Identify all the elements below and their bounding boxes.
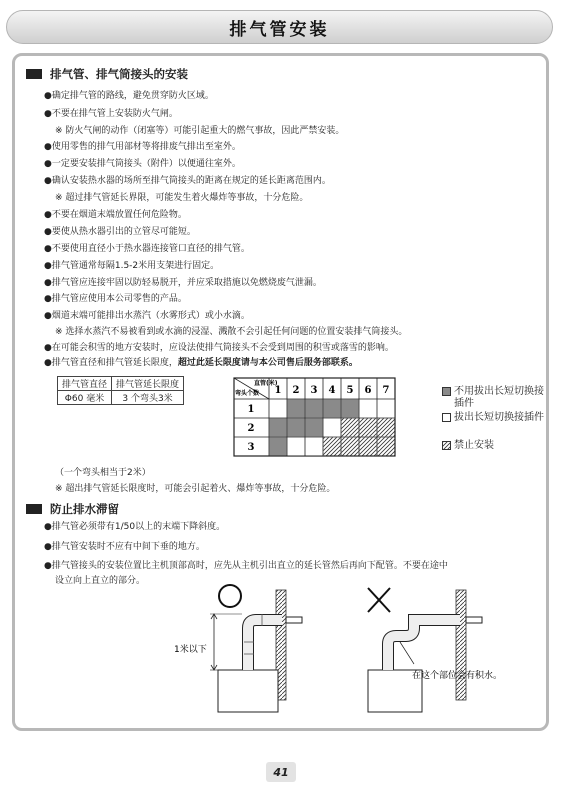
note-line: ※ 防火气闸的动作（闭塞等）可能引起重大的燃气事故，因此严禁安装。 [55,126,345,136]
grid-cell [270,400,287,418]
bullet-line: ●使用零售的排气用部材等将排废气排出至室外。 [44,142,241,152]
grid-col-label: 2 [292,385,300,396]
table-header: 排气管延长限度 [112,377,184,391]
bullet-line: ●在可能会积雪的地方安装时，应设法使排气筒接头不会受到周围的积雪或落雪的影响。 [44,343,394,353]
grid-cell [324,419,341,437]
bullet-line: ●排气管通常每隔1.5-2米用支架进行固定。 [44,261,220,271]
grid-cell [306,400,323,418]
heading-marker [26,69,42,79]
bullet-line: ●不要在排气管上安装防火气闸。 [44,109,178,119]
wall [456,590,466,700]
warning-note: ※ 超出排气管延长限度时，可能会引起着火、爆炸等事故，十分危险。 [55,484,336,494]
bullet-line: ●要使从热水器引出的立管尽可能短。 [44,227,196,237]
grid-cell [270,419,287,437]
table-cell: Φ60 毫米 [58,391,112,405]
bullet-line: ●烟道末端可能排出水蒸汽（水雾形式）或小水滴。 [44,311,250,321]
extension-grid [233,377,411,462]
grid-cell [288,419,305,437]
grid-col-label: 1 [274,385,282,396]
heading-marker [26,504,42,514]
note-line: ※ 超过排气管延长界限，可能发生着火爆炸等事故，十分危险。 [55,193,309,203]
limit-line: ●排气管直径和排气管延长限度，超过此延长限度请与本公司售后服务部联系。 [44,358,358,368]
grid-header-top: 直管(米) [254,380,278,387]
drain-line: ●排气管安装时不应有中间下垂的地方。 [44,542,205,552]
legend-hatch: 禁止安装 [442,440,494,452]
elbow-note: （一个弯头相当于2米） [55,468,151,478]
section-heading-exhaust: 排气管、排气筒接头的安装 [26,66,188,82]
grid-cell [360,438,377,456]
grid-cell [342,438,359,456]
grid-col-label: 4 [328,385,336,396]
limit-table [57,376,184,405]
grid-cell [360,400,377,418]
bullet-line: ●一定要安装排气筒接头（附件）以便通往室外。 [44,159,241,169]
legend-gray: 不用拔出长短切换接插件 [442,386,549,410]
grid-cell [288,400,305,418]
table-header: 排气管直径 [58,377,112,391]
grid-col-label: 3 [310,385,318,396]
circle-ok-icon [219,585,241,607]
bullet-line: ●确认安装热水器的场所至排气筒接头的距离在规定的延长距离范围内。 [44,176,331,186]
heater-unit [218,670,278,712]
page-number: 41 [266,762,296,782]
grid-cell [342,400,359,418]
grid-cell [324,400,341,418]
section-heading-drain: 防止排水滞留 [26,501,119,517]
hatch-square-icon [442,441,451,450]
drain-line: 设立向上直立的部分。 [55,576,146,586]
gray-square-icon [442,387,451,396]
note-line: ※ 选择水蒸汽不易被看到或水滴的浸湿、溅散不会引起任何问题的位置安装排气筒接头。 [55,327,408,337]
grid-cell [324,438,341,456]
wrong-install-diagram [360,582,510,717]
bullet-line: ●排气管应连接牢固以防轻易脱开，并应采取措施以免燃烧废气泄漏。 [44,278,322,288]
grid-col-label: 7 [382,385,390,396]
grid-cell [270,438,287,456]
bullet-line: ●不要在烟道末端放置任何危险物。 [44,210,187,220]
grid-cell [288,438,305,456]
grid-row-label: 1 [247,404,255,415]
grid-cell [306,419,323,437]
page-title: 排气管安装 [229,19,330,40]
height-label: 1米以下 [174,645,207,655]
grid-row-label: 2 [247,423,255,434]
correct-install-diagram [170,582,320,717]
white-square-icon [442,413,451,422]
grid-cell [378,400,395,418]
grid-col-label: 5 [346,385,354,396]
drain-line: ●排气管接头的安装位置比主机顶部高时，应先从主机引出直立的延长管然后再向下配管。不要在途中 [44,561,448,571]
bullet-line: ●不要使用直径小于热水器连接管口直径的排气管。 [44,244,250,254]
cross-ng-icon [368,588,390,612]
table-cell: 3 个弯头3米 [112,391,184,405]
title-bar [6,10,553,44]
grid-cell [378,419,395,437]
grid-header-left: 弯头个数 [235,390,260,397]
bullet-line: ●排气管应使用本公司零售的产品。 [44,294,187,304]
legend-white: 拔出长短切换接插件 [442,412,549,424]
grid-cell [378,438,395,456]
bullet-line: ●确定排气管的路线，避免贯穿防火区域。 [44,91,214,101]
drain-line: ●排气管必须带有1/50以上的末端下降斜度。 [44,522,226,532]
grid-col-label: 6 [364,385,372,396]
grid-cell [342,419,359,437]
grid-row-label: 3 [247,442,255,453]
grid-cell [360,419,377,437]
grid-cell [306,438,323,456]
water-pool-label: 在这个部位会有积水。 [412,671,503,681]
